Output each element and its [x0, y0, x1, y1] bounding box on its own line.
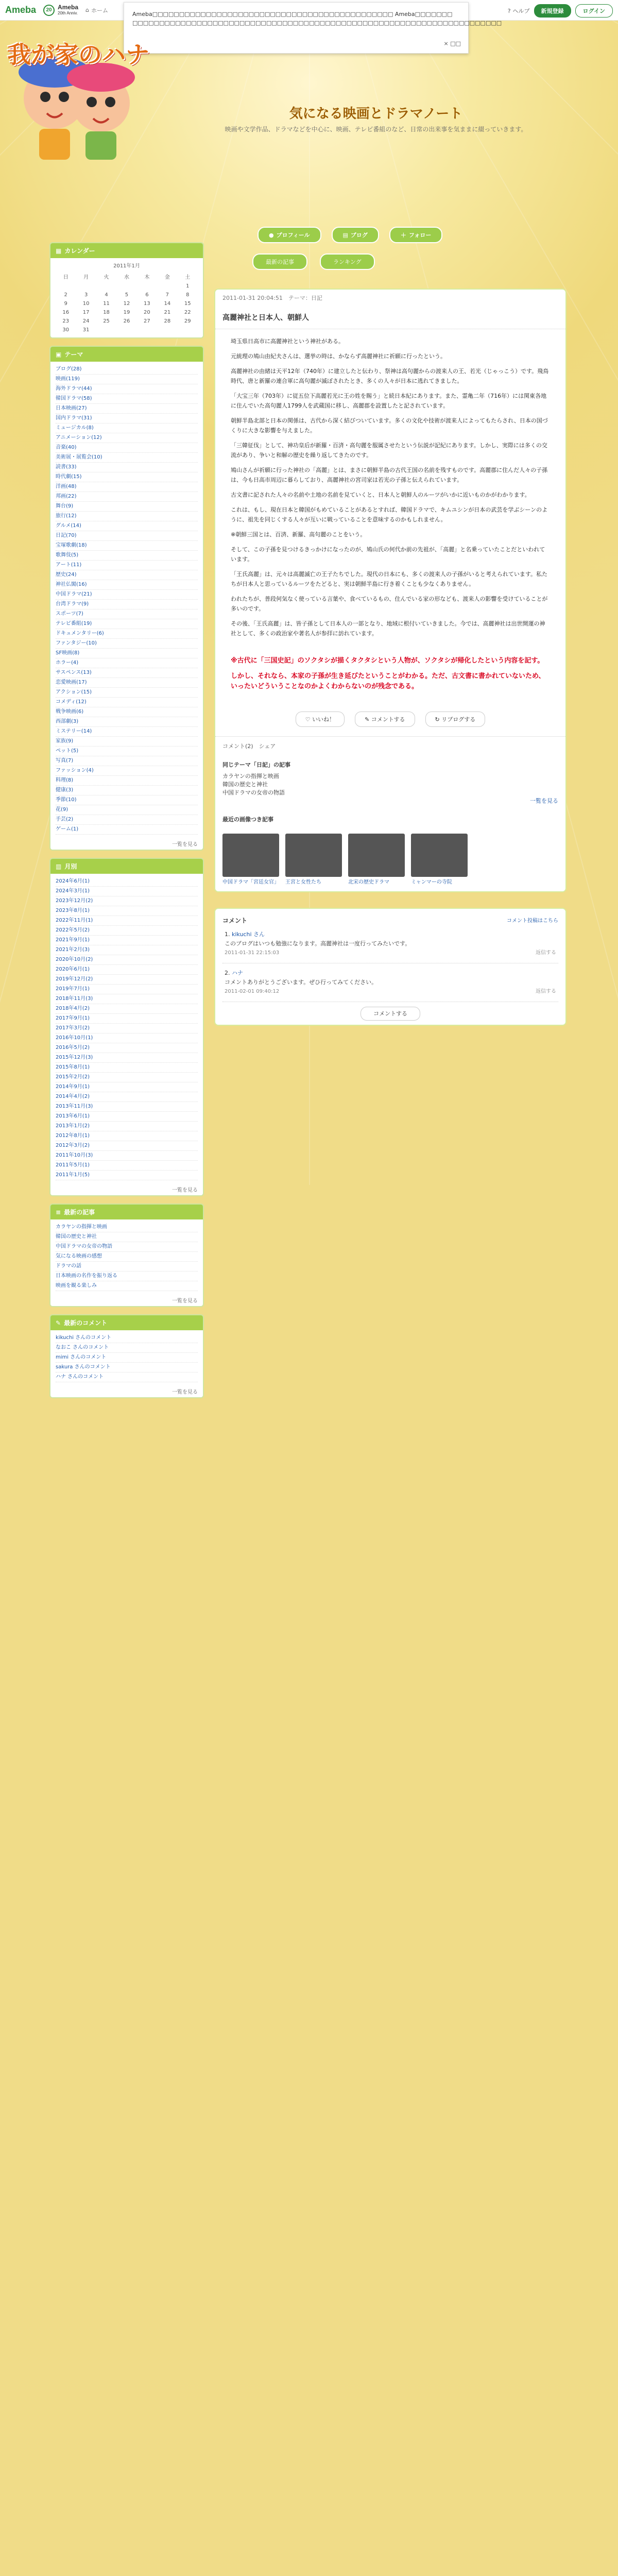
calendar-day — [137, 326, 157, 334]
entry-paragraph: 鳩山さんが祈願に行った神社の「高麗」とは、まさに朝鮮半島の古代王国の名前を残すものです。高麗郡に住んだ人々の子孫は、今も日高市周辺に暮らしており、高麗神社の宮司家は若光の子孫と伝えられています。 — [231, 467, 548, 483]
comment-button[interactable]: ✎ コメントする — [355, 711, 415, 727]
theme-item[interactable]: 恋愛映画(17) — [56, 678, 198, 688]
calendar-day — [157, 282, 177, 291]
emphasis-1: ※古代に「三国史記」のソクタシが描くタクタシという人物が、ソクタシが帰化したという内容を記す。 — [231, 657, 544, 665]
entry-paragraph: 元統理の鳩山由紀夫さんは、選挙の時は、かならず高麗神社に祈願に行ったという。 — [231, 353, 446, 360]
comment-author[interactable]: ハナ — [232, 970, 243, 976]
calendar-widget — [49, 242, 204, 338]
comment-item[interactable]: ハナ さんのコメント — [56, 1372, 198, 1382]
archive-item[interactable]: 2011年5月(1) — [56, 1161, 198, 1171]
comments-section — [214, 908, 566, 1026]
sidebar — [49, 242, 204, 1405]
list-icon: ≡ — [56, 1208, 61, 1216]
home-icon: ⌂ — [85, 7, 90, 13]
entry-paragraph: ※朝鮮三国とは、百済、新羅、高句麗のことをいう。 — [231, 531, 366, 538]
calendar-weekday: 土 — [185, 275, 191, 280]
comment-post-link[interactable]: コメント投稿はこちら — [507, 918, 558, 924]
theme-list — [50, 362, 203, 838]
archive-item[interactable]: 2016年10月(1) — [56, 1033, 198, 1043]
ameba-logo[interactable]: Ameba — [5, 5, 37, 15]
calendar-weekday: 木 — [144, 275, 150, 280]
calendar-day[interactable]: 15 — [184, 301, 191, 307]
archive-item[interactable]: 2024年3月(1) — [56, 887, 198, 896]
calendar-day[interactable]: 11 — [103, 301, 110, 307]
archive-item[interactable]: 2018年4月(2) — [56, 1004, 198, 1014]
thumb-item[interactable] — [411, 834, 468, 886]
theme-item[interactable]: 国内ドラマ(31) — [56, 414, 198, 423]
blog-subnav — [252, 253, 375, 270]
archive-item[interactable]: 2021年2月(3) — [56, 945, 198, 955]
archive-item[interactable]: 2020年10月(2) — [56, 955, 198, 965]
calendar-day[interactable]: 12 — [123, 301, 130, 307]
theme-item[interactable]: 邦画(22) — [56, 492, 198, 502]
theme-item[interactable]: 日記(70) — [56, 531, 198, 541]
theme-item[interactable]: 舞台(9) — [56, 502, 198, 512]
theme-item[interactable]: 家族(9) — [56, 737, 198, 747]
entry-paragraph: 埼玉県日高市に高麗神社という神社がある。 — [231, 338, 344, 345]
theme-item[interactable]: ミステリー(14) — [56, 727, 198, 737]
comment-item[interactable]: mimi さんのコメント — [56, 1353, 198, 1363]
archive-more-link[interactable]: 一覧を見る — [172, 1188, 198, 1193]
calendar-day — [178, 326, 198, 334]
theme-item[interactable]: 西部劇(3) — [56, 717, 198, 727]
thumb-image — [222, 834, 279, 877]
comment-text: コメントありがとうございます。ぜひ行ってみてください。 — [225, 979, 377, 986]
theme-item[interactable]: 海外ドラマ(44) — [56, 384, 198, 394]
related-item[interactable]: カラヤンの指揮と映画 — [222, 773, 279, 779]
calendar-weekday: 金 — [164, 275, 170, 280]
calendar-day — [96, 282, 116, 291]
comments-list — [50, 1330, 203, 1385]
calendar-week — [56, 299, 198, 308]
calendar-day[interactable]: 6 — [145, 292, 149, 298]
calendar-day[interactable]: 22 — [184, 310, 191, 315]
calendar-day[interactable]: 24 — [82, 318, 90, 324]
calendar-day[interactable]: 16 — [62, 310, 70, 315]
theme-item[interactable]: 旅行(12) — [56, 512, 198, 521]
plus-icon: ＋ — [400, 232, 406, 239]
entry-paragraph: 「三韓征伐」として、神功皇后が新羅・百済・高句麗を服属させたという伝説が記紀にあります。しかし、実際には多くの交流があり、争いと和解の歴史を繰り返してきたのです。 — [231, 442, 547, 459]
theme-item[interactable]: 戦争映画(6) — [56, 707, 198, 717]
archive-item[interactable]: 2018年11月(3) — [56, 994, 198, 1004]
comment-item[interactable]: sakura さんのコメント — [56, 1363, 198, 1372]
calendar-weekday: 火 — [104, 275, 109, 280]
theme-item[interactable]: ファッション(4) — [56, 766, 198, 776]
calendar-day[interactable]: 3 — [84, 292, 88, 298]
calendar-day — [116, 326, 136, 334]
archive-item[interactable]: 2023年12月(2) — [56, 896, 198, 906]
archive-item[interactable]: 2022年5月(2) — [56, 926, 198, 936]
theme-item[interactable]: 健康(3) — [56, 786, 198, 795]
document-icon: ▤ — [342, 231, 348, 239]
related-title: 同じテーマ「日記」の記事 — [222, 761, 290, 768]
theme-item[interactable]: 時代劇(15) — [56, 472, 198, 482]
calendar-day[interactable]: 4 — [105, 292, 108, 298]
calendar-day[interactable]: 1 — [186, 283, 190, 289]
thumb-caption[interactable]: ミャンマーの寺院 — [411, 879, 452, 885]
comment-count[interactable]: コメント(2) — [222, 743, 253, 750]
theme-item[interactable]: 写真(7) — [56, 756, 198, 766]
theme-item[interactable]: アート(11) — [56, 561, 198, 570]
theme-item[interactable]: 宝塚歌劇(18) — [56, 541, 198, 551]
calendar-icon: ▦ — [56, 247, 62, 255]
thumb-image — [285, 834, 342, 877]
calendar-week — [56, 291, 198, 299]
recent-item[interactable]: 日本映画の名作を振り返る — [56, 1272, 198, 1281]
reblog-icon: ↻ — [435, 716, 440, 723]
calendar-day[interactable]: 19 — [123, 310, 130, 315]
calendar — [50, 258, 203, 337]
calendar-day[interactable]: 17 — [82, 310, 90, 315]
recent-item[interactable]: カラヤンの指揮と映画 — [56, 1223, 198, 1232]
archive-item[interactable]: 2012年8月(1) — [56, 1131, 198, 1141]
archive-item[interactable]: 2020年6月(1) — [56, 965, 198, 975]
related-section — [215, 755, 565, 810]
thumb-item[interactable] — [285, 834, 342, 886]
archive-item[interactable]: 2013年1月(2) — [56, 1122, 198, 1131]
archive-item[interactable]: 2024年6月(1) — [56, 877, 198, 887]
related-item[interactable]: 韓国の歴史と神社 — [222, 781, 268, 788]
help-icon: ? — [507, 7, 511, 14]
notice-close-button[interactable]: × □□ — [443, 40, 461, 47]
anniversary-title: Ameba 20th Anniv. — [58, 3, 79, 15]
theme-item[interactable]: アクション(15) — [56, 688, 198, 698]
archive-item[interactable]: 2011年1月(5) — [56, 1171, 198, 1180]
archive-list — [50, 874, 203, 1183]
theme-item[interactable]: 花(9) — [56, 805, 198, 815]
theme-item[interactable]: 季節(10) — [56, 795, 198, 805]
theme-item[interactable]: 歴史(24) — [56, 570, 198, 580]
calendar-day — [116, 282, 136, 291]
entry-title[interactable]: 高麗神社と日本人、朝鮮人 — [215, 306, 565, 329]
theme-heading: ▣ テーマ — [50, 347, 203, 362]
theme-item[interactable]: アニメーション(12) — [56, 433, 198, 443]
calendar-day — [157, 326, 177, 334]
calendar-day[interactable]: 8 — [186, 292, 190, 298]
theme-item[interactable]: 韓国ドラマ(58) — [56, 394, 198, 404]
theme-item[interactable]: 映画(119) — [56, 375, 198, 384]
header-right — [508, 4, 613, 18]
recent-list — [50, 1219, 203, 1294]
archive-item[interactable]: 2015年2月(2) — [56, 1073, 198, 1082]
comment-item[interactable]: なおこ さんのコメント — [56, 1343, 198, 1353]
blog-title[interactable]: 気になる映画とドラマノート — [289, 106, 463, 122]
comments-title: コメント — [222, 917, 248, 924]
thumbs-list — [215, 828, 565, 891]
thumb-item[interactable] — [348, 834, 405, 886]
comment-icon: ✎ — [365, 716, 370, 723]
comment-text: このブログはいつも勉強になります。高麗神社は一度行ってみたいです。 — [225, 940, 411, 947]
archive-item[interactable]: 2022年11月(1) — [56, 916, 198, 926]
comment-date: 2011-01-31 22:15:03 — [225, 950, 280, 956]
comment-entry — [222, 925, 558, 963]
archive-item[interactable]: 2015年12月(3) — [56, 1053, 198, 1063]
archive-item[interactable]: 2013年11月(3) — [56, 1102, 198, 1112]
recent-item[interactable]: 気になる映画の感想 — [56, 1252, 198, 1262]
calendar-day[interactable]: 13 — [144, 301, 150, 307]
comment-date: 2011-02-01 09:40:12 — [225, 989, 280, 994]
archive-item[interactable]: 2017年9月(1) — [56, 1014, 198, 1024]
thumb-caption[interactable]: 北宋の歴史ドラマ — [348, 879, 389, 885]
thumb-image — [411, 834, 468, 877]
calendar-weekday: 水 — [124, 275, 129, 280]
entry-date: 2011-01-31 20:04:51 — [222, 295, 283, 301]
comment-reply-link[interactable]: 返信する — [536, 989, 556, 994]
comment-entry — [222, 963, 558, 1002]
blog-logo[interactable]: 我が家のハナ — [7, 41, 149, 69]
theme-item[interactable]: ブログ(28) — [56, 365, 198, 375]
calendar-day[interactable]: 5 — [125, 292, 129, 298]
calendar-day[interactable]: 18 — [103, 310, 110, 315]
comment-header — [225, 969, 556, 978]
emphasis-2: しかし、それなら、本家の子孫が生き延びたということがわかる。ただ、古文書に書かれていないため、いったいどういうことなのかよくわからないのが残念である。 — [231, 672, 545, 690]
theme-item[interactable]: 音楽(40) — [56, 443, 198, 453]
calendar-day[interactable]: 31 — [82, 327, 90, 333]
folder-icon: ▣ — [56, 350, 62, 358]
comment-list — [222, 925, 558, 1002]
entry-paragraph: これは、もし、現在日本と韓国がもめていることがあるとすれば、韓国ドラマで、キムユシンが日本の武芸を学ぶシーンのように、祖先を同じくする人々が互いに戦っていることを意味するのかもしれません。 — [231, 506, 548, 523]
entry-emphasis — [215, 649, 565, 702]
nav-blog-button[interactable]: ▤ ブログ — [332, 227, 379, 243]
help-link[interactable]: ? ヘルプ — [507, 7, 530, 14]
calendar-day — [137, 282, 157, 291]
calendar-day[interactable]: 27 — [144, 318, 150, 324]
archive-item[interactable]: 2015年8月(1) — [56, 1063, 198, 1073]
related-more-link[interactable]: 一覧を見る — [530, 798, 558, 804]
theme-item[interactable]: 歌舞伎(5) — [56, 551, 198, 561]
write-comment-button[interactable]: コメントする — [360, 1007, 420, 1021]
archive-item[interactable]: 2017年3月(2) — [56, 1024, 198, 1033]
theme-item[interactable]: ファンタジー(10) — [56, 639, 198, 649]
calendar-month: 2011年1月 — [113, 263, 140, 269]
theme-item[interactable]: ペット(5) — [56, 747, 198, 756]
theme-item[interactable]: ゲーム(1) — [56, 825, 198, 835]
entry-article — [214, 289, 566, 892]
like-button[interactable]: ♡ いいね！ — [296, 711, 345, 727]
comment-header — [225, 930, 556, 939]
comment-icon: ✎ — [56, 1319, 61, 1327]
calendar-week — [56, 308, 198, 317]
entry-paragraph: 高麗神社の由緒は天平12年（740年）に建立したと伝わり、祭神は高句麗からの渡来人の王、若光（じゃっこう）です。飛鳥時代、唐と新羅の連合軍に高句麗が滅ぼされたとき、多くの人々が日本に逃れてきました。 — [231, 368, 549, 384]
ranking-button[interactable]: ランキング — [320, 253, 375, 270]
signup-button[interactable]: 新規登録 — [534, 4, 571, 18]
theme-item[interactable]: 美術展・展覧会(10) — [56, 453, 198, 463]
entry-paragraph: そして、この子孫を見つけるきっかけになったのが、鳩山氏の何代か前の先祖が、「高麗」と名乗っていたことだといわれています。 — [231, 546, 545, 563]
archive-item[interactable]: 2014年9月(1) — [56, 1082, 198, 1092]
calendar-day[interactable]: 26 — [123, 318, 130, 324]
notice-popup — [124, 2, 502, 54]
theme-item[interactable]: ドキュメンタリー(6) — [56, 629, 198, 639]
entry-paragraph: われたちが、普段何気なく使っている言葉や、食べているもの、住んでいる家の形なども、渡来人の影響を受けていることが多いのです。 — [231, 596, 548, 612]
theme-item[interactable]: ミュージカル(8) — [56, 423, 198, 433]
related-item[interactable]: 中国ドラマの女帝の物語 — [222, 789, 285, 796]
theme-item[interactable]: コメディ(12) — [56, 698, 198, 707]
calendar-day[interactable]: 28 — [164, 318, 171, 324]
related-list — [222, 772, 558, 796]
archive-item[interactable]: 2023年8月(1) — [56, 906, 198, 916]
calendar-day[interactable]: 25 — [103, 318, 110, 324]
recent-item[interactable]: 映画を観る楽しみ — [56, 1281, 198, 1291]
calendar-day[interactable]: 30 — [62, 327, 70, 333]
archive-item[interactable]: 2016年5月(2) — [56, 1043, 198, 1053]
blog-description: 映画や文学作品、ドラマなどを中心に、映画、テレビ番組のなど、日常の出来事を気ままに綴っていきます。 — [225, 126, 527, 133]
thumbs-title: 最近の画像つき記事 — [222, 816, 273, 823]
theme-item[interactable]: スポーツ(7) — [56, 609, 198, 619]
archive-item[interactable]: 2019年12月(2) — [56, 975, 198, 985]
archive-heading: ▥ 月別 — [50, 859, 203, 874]
calendar-day — [96, 326, 116, 334]
theme-item[interactable]: ホラー(4) — [56, 658, 198, 668]
theme-more-link[interactable]: 一覧を見る — [172, 842, 198, 848]
reblog-button[interactable]: ↻ リブログする — [425, 711, 486, 727]
user-icon: ● — [269, 231, 274, 239]
thumb-caption[interactable]: 王宮と女性たち — [285, 879, 321, 885]
recent-item[interactable]: 中国ドラマの女帝の物語 — [56, 1242, 198, 1252]
entry-actions — [215, 702, 565, 736]
anniversary-badge: 20 — [43, 5, 55, 16]
theme-item[interactable]: 手芸(2) — [56, 815, 198, 825]
entry-theme[interactable]: テーマ：日記 — [288, 295, 322, 301]
theme-item[interactable]: SF映画(8) — [56, 649, 198, 658]
theme-item[interactable]: サスペンス(13) — [56, 668, 198, 678]
comment-author[interactable]: kikuchi さん — [232, 931, 265, 938]
calendar-week — [56, 317, 198, 326]
calendar-day[interactable]: 14 — [164, 301, 171, 307]
calendar-weekdays — [56, 271, 198, 282]
theme-item[interactable]: 台湾ドラマ(9) — [56, 600, 198, 609]
archive-widget — [49, 858, 204, 1196]
comments-widget — [49, 1314, 204, 1398]
nav-profile-button[interactable]: ● プロフィール — [258, 227, 321, 243]
recent-item[interactable]: ドラマの話 — [56, 1262, 198, 1272]
theme-item[interactable]: 読書(33) — [56, 463, 198, 472]
theme-item[interactable]: 料理(8) — [56, 776, 198, 786]
theme-item[interactable]: テレビ番組(19) — [56, 619, 198, 629]
recent-item[interactable]: 韓国の歴史と神社 — [56, 1232, 198, 1242]
calendar-day[interactable]: 29 — [184, 318, 191, 324]
calendar-day — [56, 282, 76, 291]
theme-item[interactable]: グルメ(14) — [56, 521, 198, 531]
recent-heading: ≡ 最新の記事 — [50, 1205, 203, 1219]
calendar-table — [56, 271, 198, 334]
theme-widget — [49, 346, 204, 851]
archive-item[interactable]: 2014年4月(2) — [56, 1092, 198, 1102]
calendar-days — [56, 282, 198, 334]
entry-paragraph: 「王氏高麗」は、元々は高麗滅亡の王子たちでした。現代の日本にも、多くの渡来人の子孫がいると考えられています。私たちが日本人と思っているルーツをたどると、実は朝鮮半島に行き着くことも少なくありません。 — [231, 571, 548, 587]
calendar-day[interactable]: 7 — [165, 292, 169, 298]
entry-paragraph: 朝鮮半島北部と日本の関係は、古代から深く結びついています。多くの文化や技術が渡来人によってもたらされ、日本の国づくりに大きな影響を与えました。 — [231, 417, 548, 434]
comment-item[interactable]: kikuchi さんのコメント — [56, 1333, 198, 1343]
comment-number: 2. — [225, 970, 232, 976]
calendar-day[interactable]: 21 — [164, 310, 171, 315]
entry-meta — [215, 290, 565, 306]
share-button[interactable]: シェア — [259, 743, 276, 750]
entry-paragraph: その後、「王氏高麗」は、皆子孫として日本人の一部となり、地域に根付いていきました。今では、高麗神社は出世開運の神社として、多くの政治家や著名人が参拝に訪れています。 — [231, 620, 545, 637]
calendar-weekday: 日 — [63, 275, 68, 280]
entry-body — [215, 329, 565, 649]
archive-icon: ▥ — [56, 862, 62, 870]
archive-item[interactable]: 2019年7月(1) — [56, 985, 198, 994]
entry-count — [215, 736, 565, 755]
comment-footer — [225, 987, 556, 996]
nav-follow-button[interactable]: ＋ フォロー — [389, 227, 442, 243]
latest-posts-button[interactable]: 最新の記事 — [252, 253, 307, 270]
notice-text: Ameba□□□□□□□□□□□□□□□□□□□□□□□□□□□□□□□□□□□□□□□□□□□□□ Ameba□□□□□□□ □□□□□□□□□□□□□□□□□□□□□□□□□□□□□□□□□□□□□□□□□□□□□□□□□□□□□□□□□□□□□□□□□□□□□ — [132, 11, 502, 26]
calendar-weekday: 月 — [83, 275, 89, 280]
calendar-week — [56, 326, 198, 334]
calendar-week — [56, 282, 198, 291]
calendar-day[interactable]: 20 — [144, 310, 150, 315]
archive-item[interactable]: 2021年9月(1) — [56, 936, 198, 945]
comments-heading: ✎ 最新のコメント — [50, 1315, 203, 1330]
archive-item[interactable]: 2012年3月(2) — [56, 1141, 198, 1151]
calendar-heading: ▦ カレンダー — [50, 243, 203, 258]
thumb-image — [348, 834, 405, 877]
theme-item[interactable]: 日本映画(27) — [56, 404, 198, 414]
theme-item[interactable]: 洋画(48) — [56, 482, 198, 492]
theme-item[interactable]: 中国ドラマ(21) — [56, 590, 198, 600]
comment-reply-link[interactable]: 返信する — [536, 950, 556, 956]
calendar-day[interactable]: 23 — [62, 318, 70, 324]
archive-item[interactable]: 2011年10月(3) — [56, 1151, 198, 1161]
home-link[interactable]: ⌂ ホーム — [85, 7, 109, 14]
entry-paragraph: 「大宝三年（703年）に従五位下高麗若光に王の姓を賜う」と続日本紀にあります。また、霊亀二年（716年）には関東各地に住んでいた高句麗人1799人を武蔵国に移し、高麗郡を設置したと記されています。 — [231, 393, 547, 409]
calendar-day[interactable]: 2 — [64, 292, 67, 298]
login-button[interactable]: ログイン — [575, 4, 613, 18]
thumb-caption[interactable]: 中国ドラマ「宮廷女官」 — [222, 879, 279, 885]
recent-widget — [49, 1204, 204, 1307]
thumb-item[interactable] — [222, 834, 279, 886]
calendar-day[interactable]: 10 — [82, 301, 90, 307]
recent-more-link[interactable]: 一覧を見る — [172, 1298, 198, 1304]
entry-paragraph: 古文書に記された人々の名前や土地の名前を見ていくと、日本人と朝鮮人のルーツがいかに近いものかがわかります。 — [231, 492, 530, 498]
heart-icon: ♡ — [305, 716, 311, 723]
archive-item[interactable]: 2013年6月(1) — [56, 1112, 198, 1122]
comment-footer — [225, 948, 556, 958]
comments-more-link[interactable]: 一覧を見る — [172, 1389, 198, 1395]
blog-nav — [258, 227, 442, 243]
calendar-day[interactable]: 9 — [64, 301, 67, 307]
comment-number: 1. — [225, 931, 232, 938]
calendar-day — [76, 282, 96, 291]
theme-item[interactable]: 神社仏閣(16) — [56, 580, 198, 590]
